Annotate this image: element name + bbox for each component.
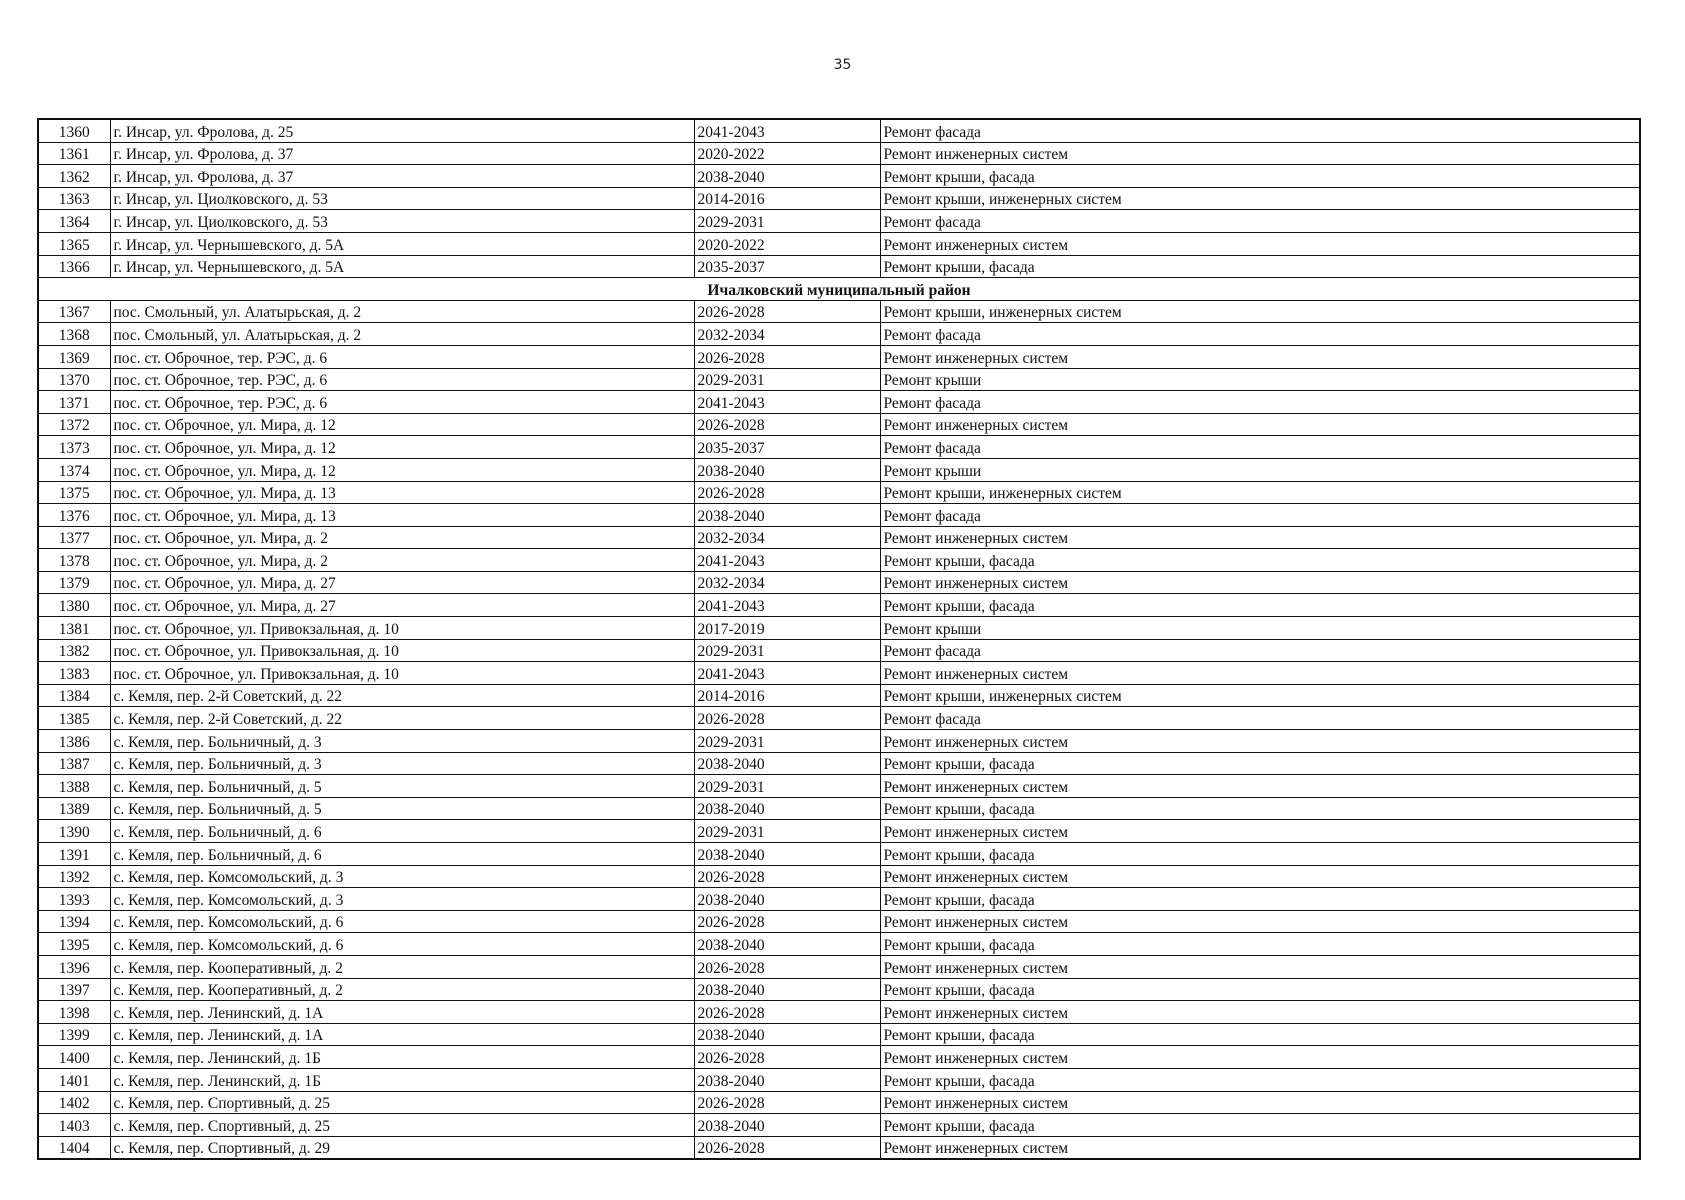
table-row xyxy=(38,617,1640,640)
work-type-cell: Ремонт инженерных систем xyxy=(880,1046,1640,1069)
row-number-cell: 1361 xyxy=(38,142,110,165)
address-cell: с. Кемля, пер. Больничный, д. 3 xyxy=(110,752,694,775)
address-cell: с. Кемля, пер. Больничный, д. 6 xyxy=(110,820,694,843)
table-row xyxy=(38,300,1640,323)
work-type-cell: Ремонт крыши xyxy=(880,617,1640,640)
table-row xyxy=(38,142,1640,165)
row-number-cell: 1391 xyxy=(38,843,110,866)
table-row xyxy=(38,955,1640,978)
table-row xyxy=(38,210,1640,233)
table-row xyxy=(38,255,1640,278)
period-cell: 2014-2016 xyxy=(694,684,880,707)
row-number-cell: 1390 xyxy=(38,820,110,843)
table-row xyxy=(38,639,1640,662)
work-type-cell: Ремонт крыши, инженерных систем xyxy=(880,684,1640,707)
address-cell: г. Инсар, ул. Циолковского, д. 53 xyxy=(110,210,694,233)
table-row xyxy=(38,436,1640,459)
row-number-cell: 1362 xyxy=(38,165,110,188)
address-cell: с. Кемля, пер. 2-й Советский, д. 22 xyxy=(110,684,694,707)
work-type-cell: Ремонт фасада xyxy=(880,119,1640,142)
period-cell: 2041-2043 xyxy=(694,549,880,572)
table-row xyxy=(38,323,1640,346)
work-type-cell: Ремонт инженерных систем xyxy=(880,662,1640,685)
period-cell: 2029-2031 xyxy=(694,210,880,233)
address-cell: г. Инсар, ул. Циолковского, д. 53 xyxy=(110,187,694,210)
row-number-cell: 1397 xyxy=(38,978,110,1001)
row-number-cell: 1389 xyxy=(38,797,110,820)
period-cell: 2038-2040 xyxy=(694,978,880,1001)
address-cell: пос. ст. Оброчное, ул. Мира, д. 12 xyxy=(110,436,694,459)
table-row xyxy=(38,1001,1640,1024)
period-cell: 2026-2028 xyxy=(694,1046,880,1069)
table-row xyxy=(38,1114,1640,1137)
period-cell: 2038-2040 xyxy=(694,843,880,866)
work-type-cell: Ремонт крыши, фасада xyxy=(880,594,1640,617)
address-cell: пос. ст. Оброчное, тер. РЭС, д. 6 xyxy=(110,368,694,391)
period-cell: 2029-2031 xyxy=(694,368,880,391)
period-cell: 2038-2040 xyxy=(694,933,880,956)
work-type-cell: Ремонт крыши, фасада xyxy=(880,978,1640,1001)
row-number-cell: 1392 xyxy=(38,865,110,888)
work-type-cell: Ремонт фасада xyxy=(880,391,1640,414)
row-number-cell: 1373 xyxy=(38,436,110,459)
work-type-cell: Ремонт инженерных систем xyxy=(880,571,1640,594)
address-cell: г. Инсар, ул. Фролова, д. 37 xyxy=(110,165,694,188)
row-number-cell: 1374 xyxy=(38,458,110,481)
row-number-cell: 1375 xyxy=(38,481,110,504)
section-title: Ичалковский муниципальный район xyxy=(38,278,1640,301)
work-type-cell: Ремонт крыши xyxy=(880,368,1640,391)
work-type-cell: Ремонт инженерных систем xyxy=(880,1001,1640,1024)
work-type-cell: Ремонт крыши, фасада xyxy=(880,1023,1640,1046)
row-number-cell: 1383 xyxy=(38,662,110,685)
period-cell: 2026-2028 xyxy=(694,413,880,436)
period-cell: 2038-2040 xyxy=(694,165,880,188)
address-cell: пос. ст. Оброчное, ул. Привокзальная, д. 10 xyxy=(110,617,694,640)
row-number-cell: 1376 xyxy=(38,504,110,527)
period-cell: 2026-2028 xyxy=(694,300,880,323)
period-cell: 2041-2043 xyxy=(694,594,880,617)
row-number-cell: 1372 xyxy=(38,413,110,436)
row-number-cell: 1370 xyxy=(38,368,110,391)
row-number-cell: 1398 xyxy=(38,1001,110,1024)
row-number-cell: 1401 xyxy=(38,1068,110,1091)
address-cell: пос. ст. Оброчное, ул. Мира, д. 27 xyxy=(110,594,694,617)
period-cell: 2020-2022 xyxy=(694,142,880,165)
row-number-cell: 1402 xyxy=(38,1091,110,1114)
address-cell: пос. Смольный, ул. Алатырьская, д. 2 xyxy=(110,300,694,323)
period-cell: 2026-2028 xyxy=(694,707,880,730)
period-cell: 2032-2034 xyxy=(694,526,880,549)
period-cell: 2032-2034 xyxy=(694,323,880,346)
table-row xyxy=(38,1023,1640,1046)
work-type-cell: Ремонт крыши, инженерных систем xyxy=(880,481,1640,504)
period-cell: 2029-2031 xyxy=(694,730,880,753)
table-row xyxy=(38,594,1640,617)
work-type-cell: Ремонт инженерных систем xyxy=(880,232,1640,255)
row-number-cell: 1387 xyxy=(38,752,110,775)
row-number-cell: 1377 xyxy=(38,526,110,549)
work-type-cell: Ремонт инженерных систем xyxy=(880,820,1640,843)
address-cell: с. Кемля, пер. Комсомольский, д. 3 xyxy=(110,888,694,911)
address-cell: г. Инсар, ул. Чернышевского, д. 5А xyxy=(110,232,694,255)
work-type-cell: Ремонт фасада xyxy=(880,639,1640,662)
address-cell: пос. Смольный, ул. Алатырьская, д. 2 xyxy=(110,323,694,346)
address-cell: г. Инсар, ул. Фролова, д. 25 xyxy=(110,119,694,142)
table-row xyxy=(38,165,1640,188)
table-row xyxy=(38,481,1640,504)
row-number-cell: 1378 xyxy=(38,549,110,572)
table-row xyxy=(38,571,1640,594)
address-cell: с. Кемля, пер. Комсомольский, д. 6 xyxy=(110,933,694,956)
address-cell: г. Инсар, ул. Чернышевского, д. 5А xyxy=(110,255,694,278)
row-number-cell: 1381 xyxy=(38,617,110,640)
work-type-cell: Ремонт крыши, фасада xyxy=(880,933,1640,956)
work-type-cell: Ремонт инженерных систем xyxy=(880,955,1640,978)
row-number-cell: 1400 xyxy=(38,1046,110,1069)
period-cell: 2035-2037 xyxy=(694,255,880,278)
table-row xyxy=(38,978,1640,1001)
row-number-cell: 1379 xyxy=(38,571,110,594)
table-row xyxy=(38,775,1640,798)
period-cell: 2017-2019 xyxy=(694,617,880,640)
address-cell: с. Кемля, пер. Ленинский, д. 1Б xyxy=(110,1068,694,1091)
table-row xyxy=(38,707,1640,730)
row-number-cell: 1396 xyxy=(38,955,110,978)
address-cell: пос. ст. Оброчное, тер. РЭС, д. 6 xyxy=(110,391,694,414)
row-number-cell: 1368 xyxy=(38,323,110,346)
period-cell: 2038-2040 xyxy=(694,458,880,481)
table-row xyxy=(38,526,1640,549)
address-cell: с. Кемля, пер. Ленинский, д. 1А xyxy=(110,1023,694,1046)
work-type-cell: Ремонт крыши, фасада xyxy=(880,255,1640,278)
address-cell: пос. ст. Оброчное, ул. Мира, д. 12 xyxy=(110,413,694,436)
row-number-cell: 1380 xyxy=(38,594,110,617)
period-cell: 2026-2028 xyxy=(694,345,880,368)
work-type-cell: Ремонт крыши, фасада xyxy=(880,888,1640,911)
period-cell: 2020-2022 xyxy=(694,232,880,255)
table-row xyxy=(38,1136,1640,1159)
work-type-cell: Ремонт фасада xyxy=(880,323,1640,346)
row-number-cell: 1365 xyxy=(38,232,110,255)
table-row xyxy=(38,933,1640,956)
work-type-cell: Ремонт крыши, инженерных систем xyxy=(880,187,1640,210)
row-number-cell: 1404 xyxy=(38,1136,110,1159)
table-row xyxy=(38,752,1640,775)
work-type-cell: Ремонт инженерных систем xyxy=(880,1091,1640,1114)
table-row xyxy=(38,1046,1640,1069)
address-cell: пос. ст. Оброчное, ул. Привокзальная, д. 10 xyxy=(110,639,694,662)
table-row xyxy=(38,797,1640,820)
table-row xyxy=(38,820,1640,843)
address-cell: пос. ст. Оброчное, тер. РЭС, д. 6 xyxy=(110,345,694,368)
work-type-cell: Ремонт крыши, инженерных систем xyxy=(880,300,1640,323)
address-cell: пос. ст. Оброчное, ул. Привокзальная, д. 10 xyxy=(110,662,694,685)
page-number: 35 xyxy=(833,57,852,73)
address-cell: с. Кемля, пер. Комсомольский, д. 3 xyxy=(110,865,694,888)
work-type-cell: Ремонт инженерных систем xyxy=(880,526,1640,549)
work-type-cell: Ремонт фасада xyxy=(880,436,1640,459)
row-number-cell: 1360 xyxy=(38,119,110,142)
row-number-cell: 1395 xyxy=(38,933,110,956)
address-cell: с. Кемля, пер. Кооперативный, д. 2 xyxy=(110,978,694,1001)
address-cell: г. Инсар, ул. Фролова, д. 37 xyxy=(110,142,694,165)
address-cell: с. Кемля, пер. Больничный, д. 5 xyxy=(110,797,694,820)
row-number-cell: 1388 xyxy=(38,775,110,798)
address-cell: с. Кемля, пер. Спортивный, д. 25 xyxy=(110,1091,694,1114)
period-cell: 2038-2040 xyxy=(694,752,880,775)
address-cell: с. Кемля, пер. Больничный, д. 3 xyxy=(110,730,694,753)
table-row xyxy=(38,730,1640,753)
table-row xyxy=(38,413,1640,436)
work-type-cell: Ремонт крыши, фасада xyxy=(880,165,1640,188)
work-type-cell: Ремонт инженерных систем xyxy=(880,910,1640,933)
period-cell: 2032-2034 xyxy=(694,571,880,594)
row-number-cell: 1385 xyxy=(38,707,110,730)
address-cell: пос. ст. Оброчное, ул. Мира, д. 27 xyxy=(110,571,694,594)
address-cell: пос. ст. Оброчное, ул. Мира, д. 13 xyxy=(110,504,694,527)
period-cell: 2041-2043 xyxy=(694,662,880,685)
address-cell: с. Кемля, пер. Больничный, д. 5 xyxy=(110,775,694,798)
work-type-cell: Ремонт инженерных систем xyxy=(880,865,1640,888)
table-row xyxy=(38,1091,1640,1114)
table-row xyxy=(38,458,1640,481)
period-cell: 2026-2028 xyxy=(694,865,880,888)
work-type-cell: Ремонт инженерных систем xyxy=(880,1136,1640,1159)
row-number-cell: 1371 xyxy=(38,391,110,414)
address-cell: пос. ст. Оброчное, ул. Мира, д. 13 xyxy=(110,481,694,504)
capital-repair-table xyxy=(37,118,1641,1160)
work-type-cell: Ремонт крыши, фасада xyxy=(880,1068,1640,1091)
period-cell: 2038-2040 xyxy=(694,1023,880,1046)
table-row xyxy=(38,119,1640,142)
row-number-cell: 1382 xyxy=(38,639,110,662)
table-row xyxy=(38,684,1640,707)
period-cell: 2026-2028 xyxy=(694,1001,880,1024)
table-row xyxy=(38,843,1640,866)
period-cell: 2026-2028 xyxy=(694,1136,880,1159)
table-row xyxy=(38,910,1640,933)
work-type-cell: Ремонт фасада xyxy=(880,210,1640,233)
table-row xyxy=(38,662,1640,685)
work-type-cell: Ремонт инженерных систем xyxy=(880,730,1640,753)
work-type-cell: Ремонт крыши, фасада xyxy=(880,549,1640,572)
work-type-cell: Ремонт инженерных систем xyxy=(880,345,1640,368)
row-number-cell: 1369 xyxy=(38,345,110,368)
address-cell: с. Кемля, пер. Кооперативный, д. 2 xyxy=(110,955,694,978)
table-row xyxy=(38,549,1640,572)
period-cell: 2038-2040 xyxy=(694,888,880,911)
period-cell: 2038-2040 xyxy=(694,504,880,527)
work-type-cell: Ремонт крыши xyxy=(880,458,1640,481)
table-row xyxy=(38,187,1640,210)
row-number-cell: 1393 xyxy=(38,888,110,911)
table-row xyxy=(38,368,1640,391)
period-cell: 2041-2043 xyxy=(694,119,880,142)
period-cell: 2029-2031 xyxy=(694,820,880,843)
row-number-cell: 1366 xyxy=(38,255,110,278)
address-cell: с. Кемля, пер. Комсомольский, д. 6 xyxy=(110,910,694,933)
row-number-cell: 1394 xyxy=(38,910,110,933)
period-cell: 2014-2016 xyxy=(694,187,880,210)
work-type-cell: Ремонт крыши, фасада xyxy=(880,843,1640,866)
work-type-cell: Ремонт инженерных систем xyxy=(880,142,1640,165)
period-cell: 2038-2040 xyxy=(694,1068,880,1091)
table-row xyxy=(38,345,1640,368)
period-cell: 2026-2028 xyxy=(694,481,880,504)
table-row xyxy=(38,865,1640,888)
period-cell: 2038-2040 xyxy=(694,1114,880,1137)
period-cell: 2038-2040 xyxy=(694,797,880,820)
address-cell: с. Кемля, пер. 2-й Советский, д. 22 xyxy=(110,707,694,730)
address-cell: с. Кемля, пер. Больничный, д. 6 xyxy=(110,843,694,866)
row-number-cell: 1403 xyxy=(38,1114,110,1137)
period-cell: 2026-2028 xyxy=(694,955,880,978)
address-cell: пос. ст. Оброчное, ул. Мира, д. 2 xyxy=(110,526,694,549)
row-number-cell: 1399 xyxy=(38,1023,110,1046)
work-type-cell: Ремонт фасада xyxy=(880,707,1640,730)
table-row xyxy=(38,232,1640,255)
work-type-cell: Ремонт крыши, фасада xyxy=(880,752,1640,775)
row-number-cell: 1363 xyxy=(38,187,110,210)
period-cell: 2029-2031 xyxy=(694,775,880,798)
address-cell: с. Кемля, пер. Спортивный, д. 25 xyxy=(110,1114,694,1137)
work-type-cell: Ремонт инженерных систем xyxy=(880,775,1640,798)
table-body xyxy=(38,119,1640,1159)
work-type-cell: Ремонт крыши, фасада xyxy=(880,1114,1640,1137)
row-number-cell: 1364 xyxy=(38,210,110,233)
row-number-cell: 1367 xyxy=(38,300,110,323)
address-cell: с. Кемля, пер. Ленинский, д. 1Б xyxy=(110,1046,694,1069)
work-type-cell: Ремонт фасада xyxy=(880,504,1640,527)
table-row xyxy=(38,888,1640,911)
table-row xyxy=(38,1068,1640,1091)
period-cell: 2035-2037 xyxy=(694,436,880,459)
address-cell: пос. ст. Оброчное, ул. Мира, д. 12 xyxy=(110,458,694,481)
period-cell: 2041-2043 xyxy=(694,391,880,414)
section-row xyxy=(38,278,1640,301)
table-row xyxy=(38,391,1640,414)
address-cell: с. Кемля, пер. Ленинский, д. 1А xyxy=(110,1001,694,1024)
address-cell: с. Кемля, пер. Спортивный, д. 29 xyxy=(110,1136,694,1159)
row-number-cell: 1384 xyxy=(38,684,110,707)
work-type-cell: Ремонт крыши, фасада xyxy=(880,797,1640,820)
table-row xyxy=(38,504,1640,527)
address-cell: пос. ст. Оброчное, ул. Мира, д. 2 xyxy=(110,549,694,572)
period-cell: 2029-2031 xyxy=(694,639,880,662)
row-number-cell: 1386 xyxy=(38,730,110,753)
period-cell: 2026-2028 xyxy=(694,1091,880,1114)
period-cell: 2026-2028 xyxy=(694,910,880,933)
work-type-cell: Ремонт инженерных систем xyxy=(880,413,1640,436)
